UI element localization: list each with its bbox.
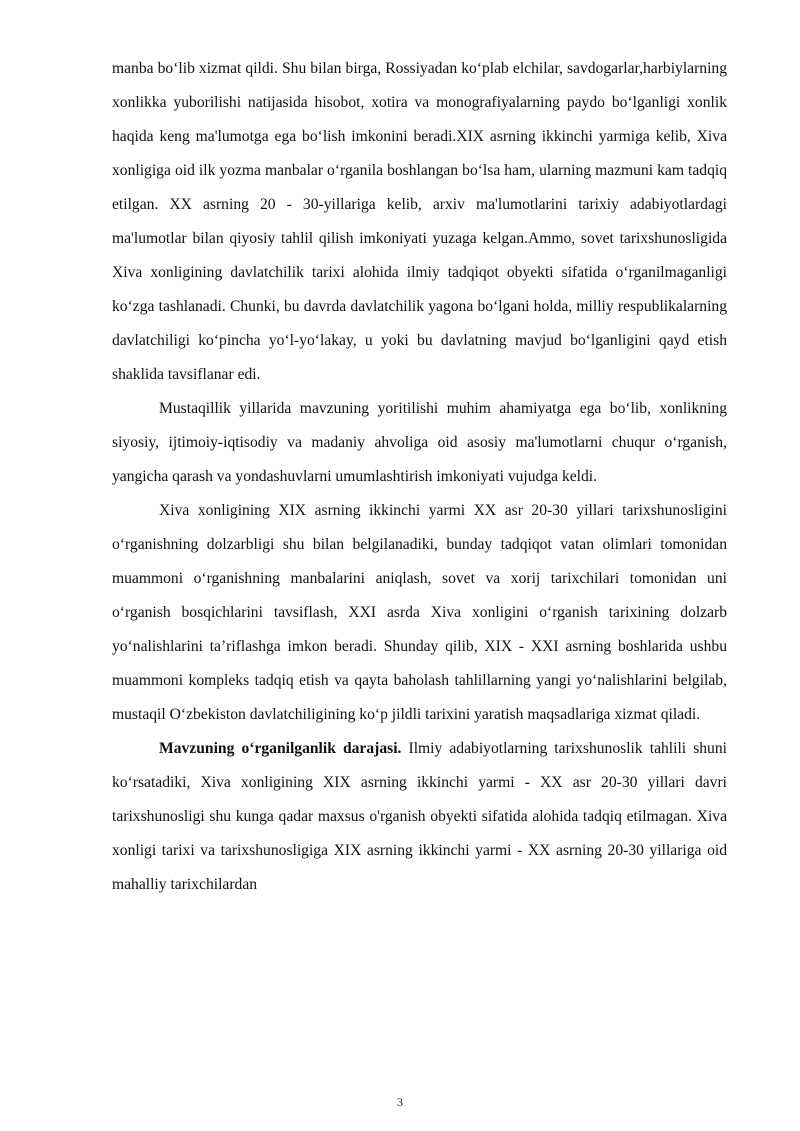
- page-number: 3: [397, 1095, 403, 1109]
- document-body: [112, 52, 727, 902]
- paragraph-text: Ilmiy adabiyotlarning tarixshunoslik tahlili shuni ko‘rsatadiki, Xiva xonligining XIX asrning ikkinchi yarmi - XX asr 20-30 yillari davri tarixshunosligi shu kunga qadar maxsus o'rganish obyekti sifatida alohida tadqiq etilmagan. Xiva xonligi tarixi va tarixshunosligiga XIX asrning ikkinchi yarmi - XX asrning 20-30 yillariga oid mahalliy tarixchilardan: [112, 740, 727, 893]
- paragraph-relevance: [112, 494, 727, 732]
- section-lead-heading: Mavzuning o‘rganilganlik darajasi.: [159, 740, 402, 757]
- paragraph-independence-years: [112, 392, 727, 494]
- paragraph-continuation: [112, 52, 727, 392]
- paragraph-text: Xiva xonligining XIX asrning ikkinchi yarmi XX asr 20-30 yillari tarixshunosligini o‘rganishning dolzarbligi shu bilan belgilanadiki, bunday tadqiqot vatan olimlari tomonidan muammoni o‘rganishning manbalarini aniqlash, sovet va xorij tarixchilari tomonidan uni o‘rganish bosqichlarini tavsiflash, XXI asrda Xiva xonligini o‘rganish tarixining dolzarb yo‘nalishlarini ta’riflashga imkon beradi. Shunday qilib, XIX - XXI asrning boshlarida ushbu muammoni kompleks tadqiq etish va qayta baholash tahlillarning yangi yo‘nalishlarini belgilab, mustaqil O‘zbekiston davlatchiligining ko‘p jildli tarixini yaratish maqsadlariga xizmat qiladi.: [112, 502, 727, 723]
- paragraph-study-degree: [112, 732, 727, 902]
- paragraph-text: Mustaqillik yillarida mavzuning yoritilishi muhim ahamiyatga ega bo‘lib, xonlikning siyosiy, ijtimoiy-iqtisodiy va madaniy ahvoliga oid asosiy ma'lumotlarni chuqur o‘rganish, yangicha qarash va yondashuvlarni umumlashtirish imkoniyati vujudga keldi.: [112, 400, 727, 485]
- paragraph-text: manba bo‘lib xizmat qildi. Shu bilan birga, Rossiyadan ko‘plab elchilar, savdogarlar,harbiylarning xonlikka yuborilishi natijasida hisobot, xotira va monografiyalarning paydo bo‘lganligi xonlik haqida keng ma'lumotga ega bo‘lish imkonini beradi.XIX asrning ikkinchi yarmiga kelib, Xiva xonligiga oid ilk yozma manbalar o‘rganila boshlangan bo‘lsa ham, ularning mazmuni kam tadqiq etilgan. XX asrning 20 - 30-yillariga kelib, arxiv ma'lumotlarini tarixiy adabiyotlardagi ma'lumotlar bilan qiyosiy tahlil qilish imkoniyati yuzaga kelgan.Ammo, sovet tarixshunosligida Xiva xonligining davlatchilik tarixi alohida ilmiy tadqiqot obyekti sifatida o‘rganilmaganligi ko‘zga tashlanadi. Chunki, bu davrda davlatchilik yagona bo‘lgani holda, milliy respublikalarning davlatchiligi ko‘pincha yo‘l-yo‘lakay, u yoki bu davlatning mavjud bo‘lganligini qayd etish shaklida tavsiflanar edi.: [112, 60, 727, 383]
